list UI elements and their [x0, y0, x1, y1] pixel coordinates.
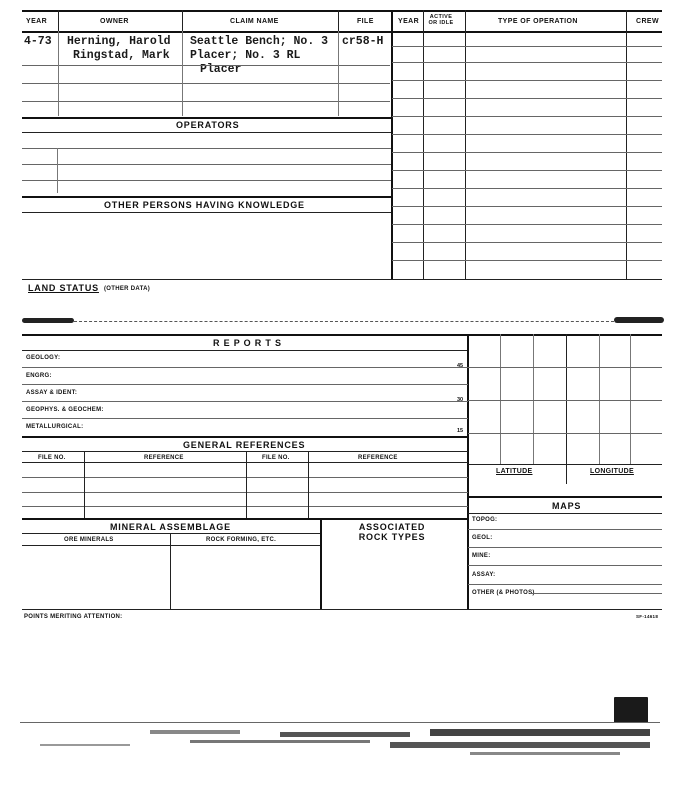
record-claim-2: Placer; No. 3 RL: [190, 49, 301, 62]
maps-label: MAPS: [552, 501, 582, 511]
report-geology: GEOLOGY:: [26, 355, 61, 361]
reports-divider: [467, 334, 469, 610]
points-meriting-label: POINTS MERITING ATTENTION:: [24, 614, 123, 620]
other-persons-top-rule: [22, 196, 391, 198]
map-other-photos: OTHER (& PHOTOS): [472, 590, 535, 596]
gen-ref-rule: [22, 451, 468, 452]
grid-line: [533, 334, 534, 464]
scan-noise: [190, 740, 370, 743]
record-owner-2: Ringstad, Mark: [73, 49, 170, 62]
scan-noise: [280, 732, 410, 737]
other-persons-rule: [22, 212, 391, 213]
hdr-sep: [182, 10, 183, 31]
row-line: [468, 529, 662, 530]
operators-top-rule: [22, 117, 391, 119]
scan-noise: [430, 729, 650, 736]
latitude-label: LATITUDE: [496, 468, 533, 475]
right-row: [392, 188, 662, 189]
reports-label: R E P O R T S: [213, 338, 282, 348]
right-row: [392, 260, 662, 261]
right-row: [392, 134, 662, 135]
report-number-30: 30: [457, 397, 464, 403]
main-divider: [391, 10, 393, 280]
col-line: [246, 451, 247, 518]
report-assay: ASSAY & IDENT:: [26, 390, 78, 396]
report-engrg: ENGRG:: [26, 373, 52, 379]
col-line: [57, 148, 58, 193]
scan-dark-patch: [614, 697, 648, 723]
col-line: [182, 31, 183, 116]
row-line: [468, 584, 662, 585]
active-col-divider: [465, 10, 466, 280]
header-year: YEAR: [26, 18, 48, 25]
grid-line: [599, 334, 600, 464]
maps-top-rule: [468, 496, 662, 498]
map-topog: TOPOG:: [472, 517, 498, 523]
row-line: [22, 477, 468, 478]
map-mine: MINE:: [472, 553, 491, 559]
reports-rule: [22, 350, 468, 351]
row-line: [22, 506, 468, 507]
land-status-line: [74, 321, 614, 322]
row-line: [22, 83, 390, 84]
row-line: [22, 148, 391, 149]
right-row: [392, 206, 662, 207]
lower-bottom-rule: [22, 609, 662, 610]
crew-col-divider: [626, 10, 627, 280]
maps-rule: [468, 513, 662, 514]
land-status-label: LAND STATUS: [28, 283, 99, 293]
ore-minerals-label: ORE MINERALS: [64, 537, 114, 543]
header-crew: CREW: [636, 18, 659, 25]
general-references-label: GENERAL REFERENCES: [183, 440, 306, 450]
row-line: [22, 65, 390, 66]
map-assay: ASSAY:: [472, 572, 496, 578]
grid-line: [630, 334, 631, 464]
operators-label: OPERATORS: [176, 120, 240, 130]
ref-file-no-1: FILE NO.: [38, 455, 66, 461]
right-row: [392, 224, 662, 225]
rock-types-divider: [320, 518, 322, 610]
col-line: [170, 533, 171, 610]
mineral-header-rule: [22, 545, 320, 546]
record-file: cr58-H: [342, 35, 384, 48]
right-row: [392, 46, 662, 47]
mineral-assemblage-label: MINERAL ASSEMBLAGE: [110, 522, 231, 532]
row-line: [468, 547, 662, 548]
report-number-15: 15: [457, 428, 464, 434]
grid-line: [468, 400, 662, 401]
row-line: [468, 565, 662, 566]
gen-ref-top-rule: [22, 436, 468, 438]
longitude-label: LONGITUDE: [590, 468, 634, 475]
record-claim-3: Placer: [200, 63, 242, 76]
grid-line: [468, 367, 662, 368]
col-line: [58, 31, 59, 116]
report-metallurgical: METALLURGICAL:: [26, 424, 84, 430]
right-row: [392, 80, 662, 81]
rock-forming-label: ROCK FORMING, ETC.: [206, 537, 277, 543]
report-number-45: 45: [457, 363, 464, 369]
row-line: [22, 492, 468, 493]
col-line: [308, 451, 309, 518]
mineral-top-rule: [22, 518, 468, 520]
operators-rule: [22, 132, 391, 133]
form-code: SF-14618: [636, 614, 659, 619]
ref-reference-2: REFERENCE: [358, 455, 398, 461]
row-line: [530, 593, 662, 594]
header-bottom-rule: [22, 31, 662, 33]
row-line: [22, 418, 468, 419]
col-line: [84, 451, 85, 518]
scan-noise: [40, 744, 130, 746]
row-line: [22, 384, 468, 385]
right-row: [392, 242, 662, 243]
grid-line: [566, 334, 567, 484]
header-type-of-operation: TYPE OF OPERATION: [498, 18, 578, 25]
hdr-sep: [58, 10, 59, 31]
scan-noise-line: [20, 722, 660, 723]
row-line: [22, 101, 390, 102]
header-top-rule: [22, 10, 662, 12]
grid-line: [468, 464, 662, 465]
grid-line: [500, 334, 501, 464]
header-file: FILE: [357, 18, 374, 25]
associated-rock-types-label: ASSOCIATED ROCK TYPES: [358, 522, 426, 542]
row-line: [22, 367, 468, 368]
record-claim-1: Seattle Bench; No. 3: [190, 35, 329, 48]
year-col-divider: [423, 10, 424, 280]
scan-smudge-left: [22, 318, 74, 323]
row-line: [22, 401, 468, 402]
other-persons-label: OTHER PERSONS HAVING KNOWLEDGE: [104, 200, 305, 210]
scan-noise: [150, 730, 240, 734]
right-row: [392, 152, 662, 153]
record-owner-1: Herning, Harold: [67, 35, 171, 48]
report-geophys: GEOPHYS. & GEOCHEM:: [26, 407, 104, 413]
ref-reference-1: REFERENCE: [144, 455, 184, 461]
header-owner: OWNER: [100, 18, 129, 25]
right-row: [392, 62, 662, 63]
scan-noise: [470, 752, 620, 755]
hdr-sep: [338, 10, 339, 31]
grid-line: [468, 433, 662, 434]
right-row: [392, 116, 662, 117]
header-active-idle: ACTIVE OR IDLE: [428, 14, 454, 26]
map-geol: GEOL:: [472, 535, 493, 541]
scan-noise: [390, 742, 650, 748]
right-row: [392, 170, 662, 171]
scan-smudge-right: [614, 317, 664, 323]
right-row: [392, 98, 662, 99]
land-status-sub: (OTHER DATA): [104, 286, 151, 292]
header-claim-name: CLAIM NAME: [230, 18, 279, 25]
mineral-rule: [22, 533, 320, 534]
row-line: [22, 180, 391, 181]
ref-header-rule: [22, 462, 468, 463]
record-year: 4-73: [24, 35, 52, 48]
upper-bottom-rule: [22, 279, 662, 280]
header-year-2: YEAR: [398, 18, 420, 25]
col-line: [338, 31, 339, 116]
ref-file-no-2: FILE NO.: [262, 455, 290, 461]
row-line: [22, 164, 391, 165]
